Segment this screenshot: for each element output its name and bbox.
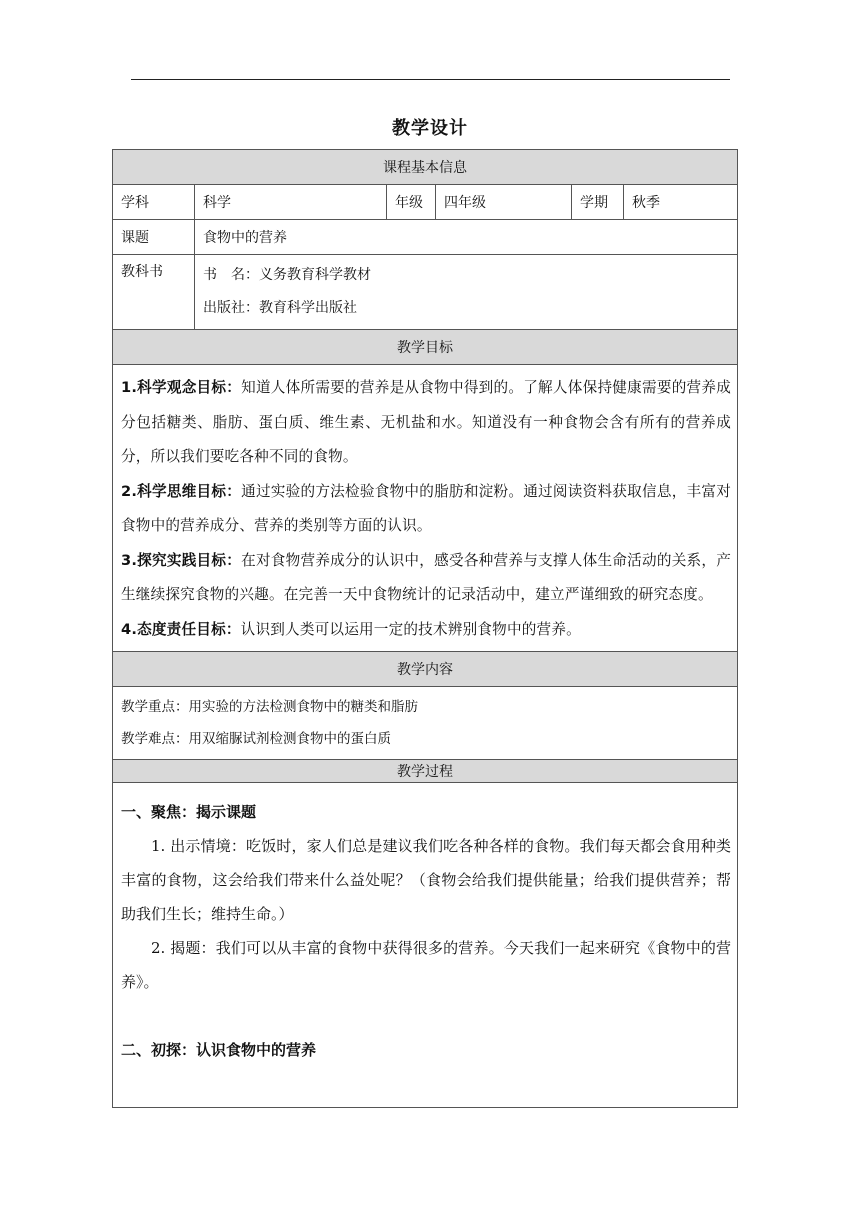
objective-item xyxy=(121,613,731,648)
header-rule xyxy=(131,79,730,80)
content-header: 教学内容 xyxy=(113,652,738,687)
section-title: 一、聚焦：揭示课题 xyxy=(121,803,257,821)
subject-label: 学科 xyxy=(113,185,195,220)
subject-value: 科学 xyxy=(195,185,387,220)
objectives-header: 教学目标 xyxy=(113,330,738,365)
process-body xyxy=(113,783,738,1108)
objective-item xyxy=(121,544,731,613)
term-value: 秋季 xyxy=(624,185,738,220)
textbook-info xyxy=(195,255,738,330)
document-title: 教学设计 xyxy=(392,118,468,139)
objective-item xyxy=(121,371,731,475)
objective-text: 知道人体所需要的营养是从食物中得到的。了解人体保持健康需要的营养成分包括糖类、脂肪、蛋白质、维生素、无机盐和水。知道没有一种食物会含有所有的营养成分，所以我们要吃各种不同的食物。 xyxy=(121,379,732,465)
basic-info-header: 课程基本信息 xyxy=(113,150,738,185)
process-paragraph: 2. 揭题：我们可以从丰富的食物中获得很多的营养。今天我们一起来研究《食物中的营养》。 xyxy=(121,939,732,991)
key-point: 教学重点：用实验的方法检测食物中的糖类和脂肪 xyxy=(121,699,418,715)
spacer xyxy=(121,999,731,1033)
objective-label: 3.探究实践目标： xyxy=(121,551,242,569)
objective-label: 1.科学观念目标： xyxy=(121,379,242,396)
difficult-point: 教学难点：用双缩脲试剂检测食物中的蛋白质 xyxy=(121,731,391,747)
textbook-label: 教科书 xyxy=(113,255,195,330)
topic-label: 课题 xyxy=(113,220,195,255)
textbook-publisher: 出版社：教育科学出版社 xyxy=(203,300,357,316)
grade-value: 四年级 xyxy=(436,185,572,220)
content-body xyxy=(113,687,738,760)
process-header: 教学过程 xyxy=(113,760,738,783)
section-title: 二、初探：认识食物中的营养 xyxy=(121,1041,317,1059)
objective-item xyxy=(121,475,731,544)
objective-label: 4.态度责任目标： xyxy=(121,620,241,638)
process-paragraph: 1. 出示情境：吃饭时，家人们总是建议我们吃各种各样的食物。我们每天都会食用种类丰富的食物，这会给我们带来什么益处呢？（食物会给我们提供能量；给我们提供营养；帮助我们生长；维持生命。） xyxy=(121,837,732,923)
lesson-plan-table xyxy=(112,149,738,1108)
objective-label: 2.科学思维目标： xyxy=(121,482,242,500)
term-label: 学期 xyxy=(572,185,624,220)
objective-text: 通过实验的方法检验食物中的脂肪和淀粉。通过阅读资料获取信息，丰富对食物中的营养成分、营养的类别等方面的认识。 xyxy=(121,482,732,534)
textbook-name: 书 名：义务教育科学教材 xyxy=(203,267,371,283)
objectives-list xyxy=(113,365,738,652)
objective-text: 认识到人类可以运用一定的技术辨别食物中的营养。 xyxy=(240,620,581,638)
grade-label: 年级 xyxy=(387,185,436,220)
topic-value: 食物中的营养 xyxy=(195,220,738,255)
objective-text: 在对食物营养成分的认识中，感受各种营养与支撑人体生命活动的关系，产生继续探究食物的兴趣。在完善一天中食物统计的记录活动中，建立严谨细致的研究态度。 xyxy=(121,551,732,603)
